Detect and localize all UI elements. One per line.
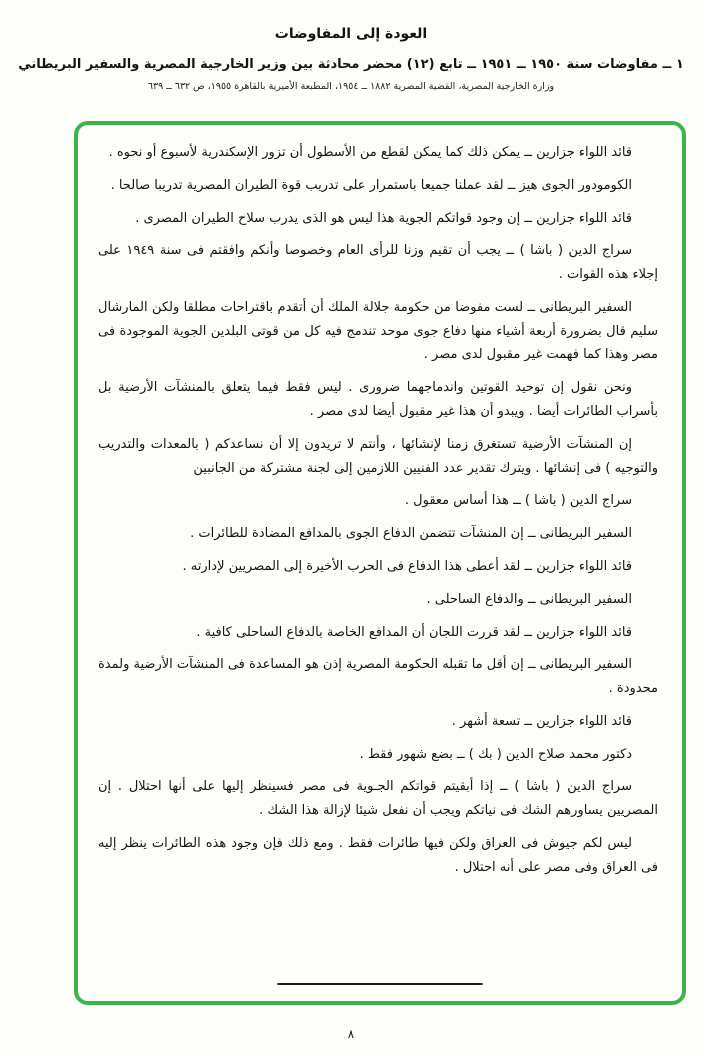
paragraph: سراج الدين ( باشا ) ــ إذا أبقيتم قواتكم الجـوية فى مصر فسينظر إليها على أنها احتلال . إن المصريين يساورهم الشك فى نياتكم ويجب أن نفعل شيئا لإزالة هذا الشك . bbox=[98, 779, 658, 819]
doc-title: العودة إلى المفاوضات bbox=[274, 26, 428, 42]
paragraph: سراج الدين ( باشا ) ــ يجب أن تقيم وزنا للرأى العام وخصوصا وأنكم وافقتم فى سنة ١٩٤٩ على إجلاء هذه القوات . bbox=[98, 243, 658, 283]
paragraph: قائد اللواء جزارين ــ يمكن ذلك كما يمكن لقطع من الأسطول أن تزور الإسكندرية لأسبوع أو نحوه . bbox=[108, 145, 632, 160]
highlight-box bbox=[74, 121, 686, 1005]
paragraph: قائد اللواء جزارين ــ لقد قررت اللجان أن المدافع الخاصة بالدفاع الساحلى كافية . bbox=[196, 624, 632, 640]
doc-subtitle: ١ ــ مفاوضات سنة ١٩٥٠ ــ ١٩٥١ ــ تابع (١٢) محضر محادثة بين وزير الخارجية المصرية والسفير البريطاني bbox=[18, 57, 684, 72]
paragraph: قائد اللواء جزارين ــ إن وجود قواتكم الجوية هذا ليس هو الذى يدرب سلاح الطيران المصرى . bbox=[135, 210, 632, 226]
paragraph: السفير البريطانى ــ إن أقل ما تقبله الحكومة المصرية إذن هو المساعدة فى المنشآت الأرضية ولمدة محدودة . bbox=[98, 657, 658, 697]
paragraph: السفير البريطانى ــ والدفاع الساحلى . bbox=[426, 591, 632, 607]
page-header bbox=[0, 0, 702, 92]
paragraph: ليس لكم جيوش فى العراق ولكن فيها طائرات فقط . ومع ذلك فإن وجود هذه الطائرات ينظر إليه فى العراق وفى مصر على أنه احتلال . bbox=[98, 835, 658, 875]
page-number: ٨ bbox=[347, 1027, 355, 1041]
paragraph: إن المنشآت الأرضية تستغرق زمنا لإنشائها ، وأنتم لا تريدون إلا أن نساعدكم ( بالمعدات والتدريب والتوجيه ) فى إنشائها . ويترك تقدير عدد الفنيين اللازمين إلى لجنة مشتركة من الجانبين bbox=[98, 436, 658, 476]
paragraph: السفير البريطانى ــ لست مفوضا من حكومة جلالة الملك أن أتقدم باقتراحات مطلقا ولكن المارشال سليم قال بضرورة أربعة أشياء منها دفاع جوى موحد تندمج فيه كل من قوتى البلدين الجوية الموجودة فى مصر وهذا كما فهمت غير مقبول لدى مصر . bbox=[98, 299, 658, 363]
paragraph: قائد اللواء جزارين ــ تسعة أشهر . bbox=[451, 713, 632, 729]
paragraph: دكتور محمد صلاح الدين ( بك ) ــ بضع شهور فقط . bbox=[359, 746, 632, 762]
doc-source: وزارة الخارجية المصرية، القضية المصرية ١٨٨٢ ــ ١٩٥٤، المطبعة الأميرية بالقاهرة ١٩٥٥، ص ٦٣٢ ــ ٦٣٩ bbox=[147, 81, 555, 92]
paragraph: السفير البريطانى ــ إن المنشآت تتضمن الدفاع الجوى بالمدافع المضادة للطائرات . bbox=[190, 526, 632, 542]
document-body bbox=[98, 141, 658, 880]
paragraph: ونحن نقول إن توحيد القوتين واندماجهما ضرورى . ليس فقط فيما يتعلق بالمنشآت الأرضية بل بأسراب الطائرات أيضا . ويبدو أن هذا غير مقبول أيضا لدى مصر . bbox=[98, 380, 658, 420]
paragraph: الكومودور الجوى هيز ــ لقد عملنا جميعا باستمرار على تدريب قوة الطيران المصرية تدريبا صالحا . bbox=[110, 177, 632, 193]
paragraph: سراج الدين ( باشا ) ــ هذا أساس معقول . bbox=[404, 493, 632, 509]
paragraph: قائد اللواء جزارين ــ لقد أعطى هذا الدفاع فى الحرب الأخيرة إلى المصريين لإدارته . bbox=[182, 558, 632, 574]
footnote-divider bbox=[278, 983, 483, 985]
